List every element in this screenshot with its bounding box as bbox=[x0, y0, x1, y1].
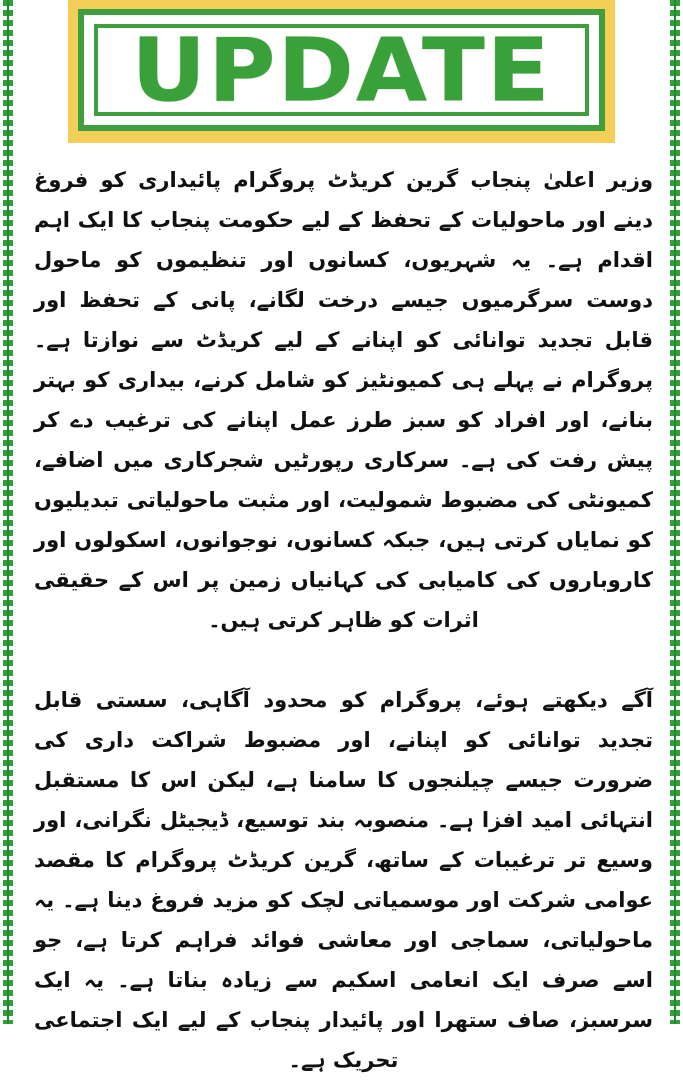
banner-inner-frame bbox=[94, 19, 588, 121]
banner-title: UPDATE bbox=[131, 19, 552, 121]
paragraph-2: آگے دیکھتے ہوئے، پروگرام کو محدود آگاہی، سستی قابل تجدید توانائی کو اپنانے، اور مضبوط شراکت داری کی ضرورت جیسے چیلنجوں کا سامنا ہے، لیکن اس کا مستقبل انتہائی امید افزا ہے۔ منصوبہ بند توسیع، ڈیجیٹل نگرانی، اور وسیع تر ترغیبات کے ساتھ، گرین کریڈٹ پروگرام کا مقصد عوامی شرکت اور موسمیاتی لچک کو مزید فروغ دینا ہے۔ یہ ماحولیاتی، سماجی اور معاشی فوائد فراہم کرتا ہے، جو اسے صرف ایک انعامی اسکیم سے زیادہ بناتا ہے۔ یہ ایک سرسبز، صاف ستھرا اور پائیدار پنجاب کے لیے ایک اجتماعی تحریک ہے۔ bbox=[34, 688, 653, 1072]
paragraph-1: وزیر اعلیٰ پنجاب گرین کریڈٹ پروگرام پائیداری کو فروغ دینے اور ماحولیات کے تحفظ کے لیے حکومت پنجاب کا ایک اہم اقدام ہے۔ یہ شہریوں، کسانوں اور تنظیموں کو ماحول دوست سرگرمیوں جیسے درخت لگانے، پانی کے تحفظ اور قابل تجدید توانائی کو اپنانے کے لیے کریڈٹ سے نوازتا ہے۔ پروگرام نے پہلے ہی کمیونٹیز کو شامل کرنے، بیداری کو بہتر بنانے، اور افراد کو سبز طرز عمل اپنانے کی ترغیب دے کر پیش رفت کی ہے۔ سرکاری رپورٹیں شجرکاری میں اضافے، کمیونٹی کی مضبوط شمولیت، اور مثبت ماحولیاتی تبدیلیوں کو نمایاں کرتی ہیں، جبکہ کسانوں، نوجوانوں، اسکولوں اور کاروباروں کی کامیابی کی کہانیاں زمین پر اس کے حقیقی اثرات کو ظاہر کرتی ہیں۔ bbox=[34, 168, 653, 632]
left-decorative-border bbox=[3, 0, 13, 1024]
update-banner bbox=[68, 0, 615, 143]
article-body bbox=[34, 160, 653, 1072]
right-decorative-border bbox=[670, 0, 680, 1024]
banner-outer-frame bbox=[78, 9, 605, 131]
